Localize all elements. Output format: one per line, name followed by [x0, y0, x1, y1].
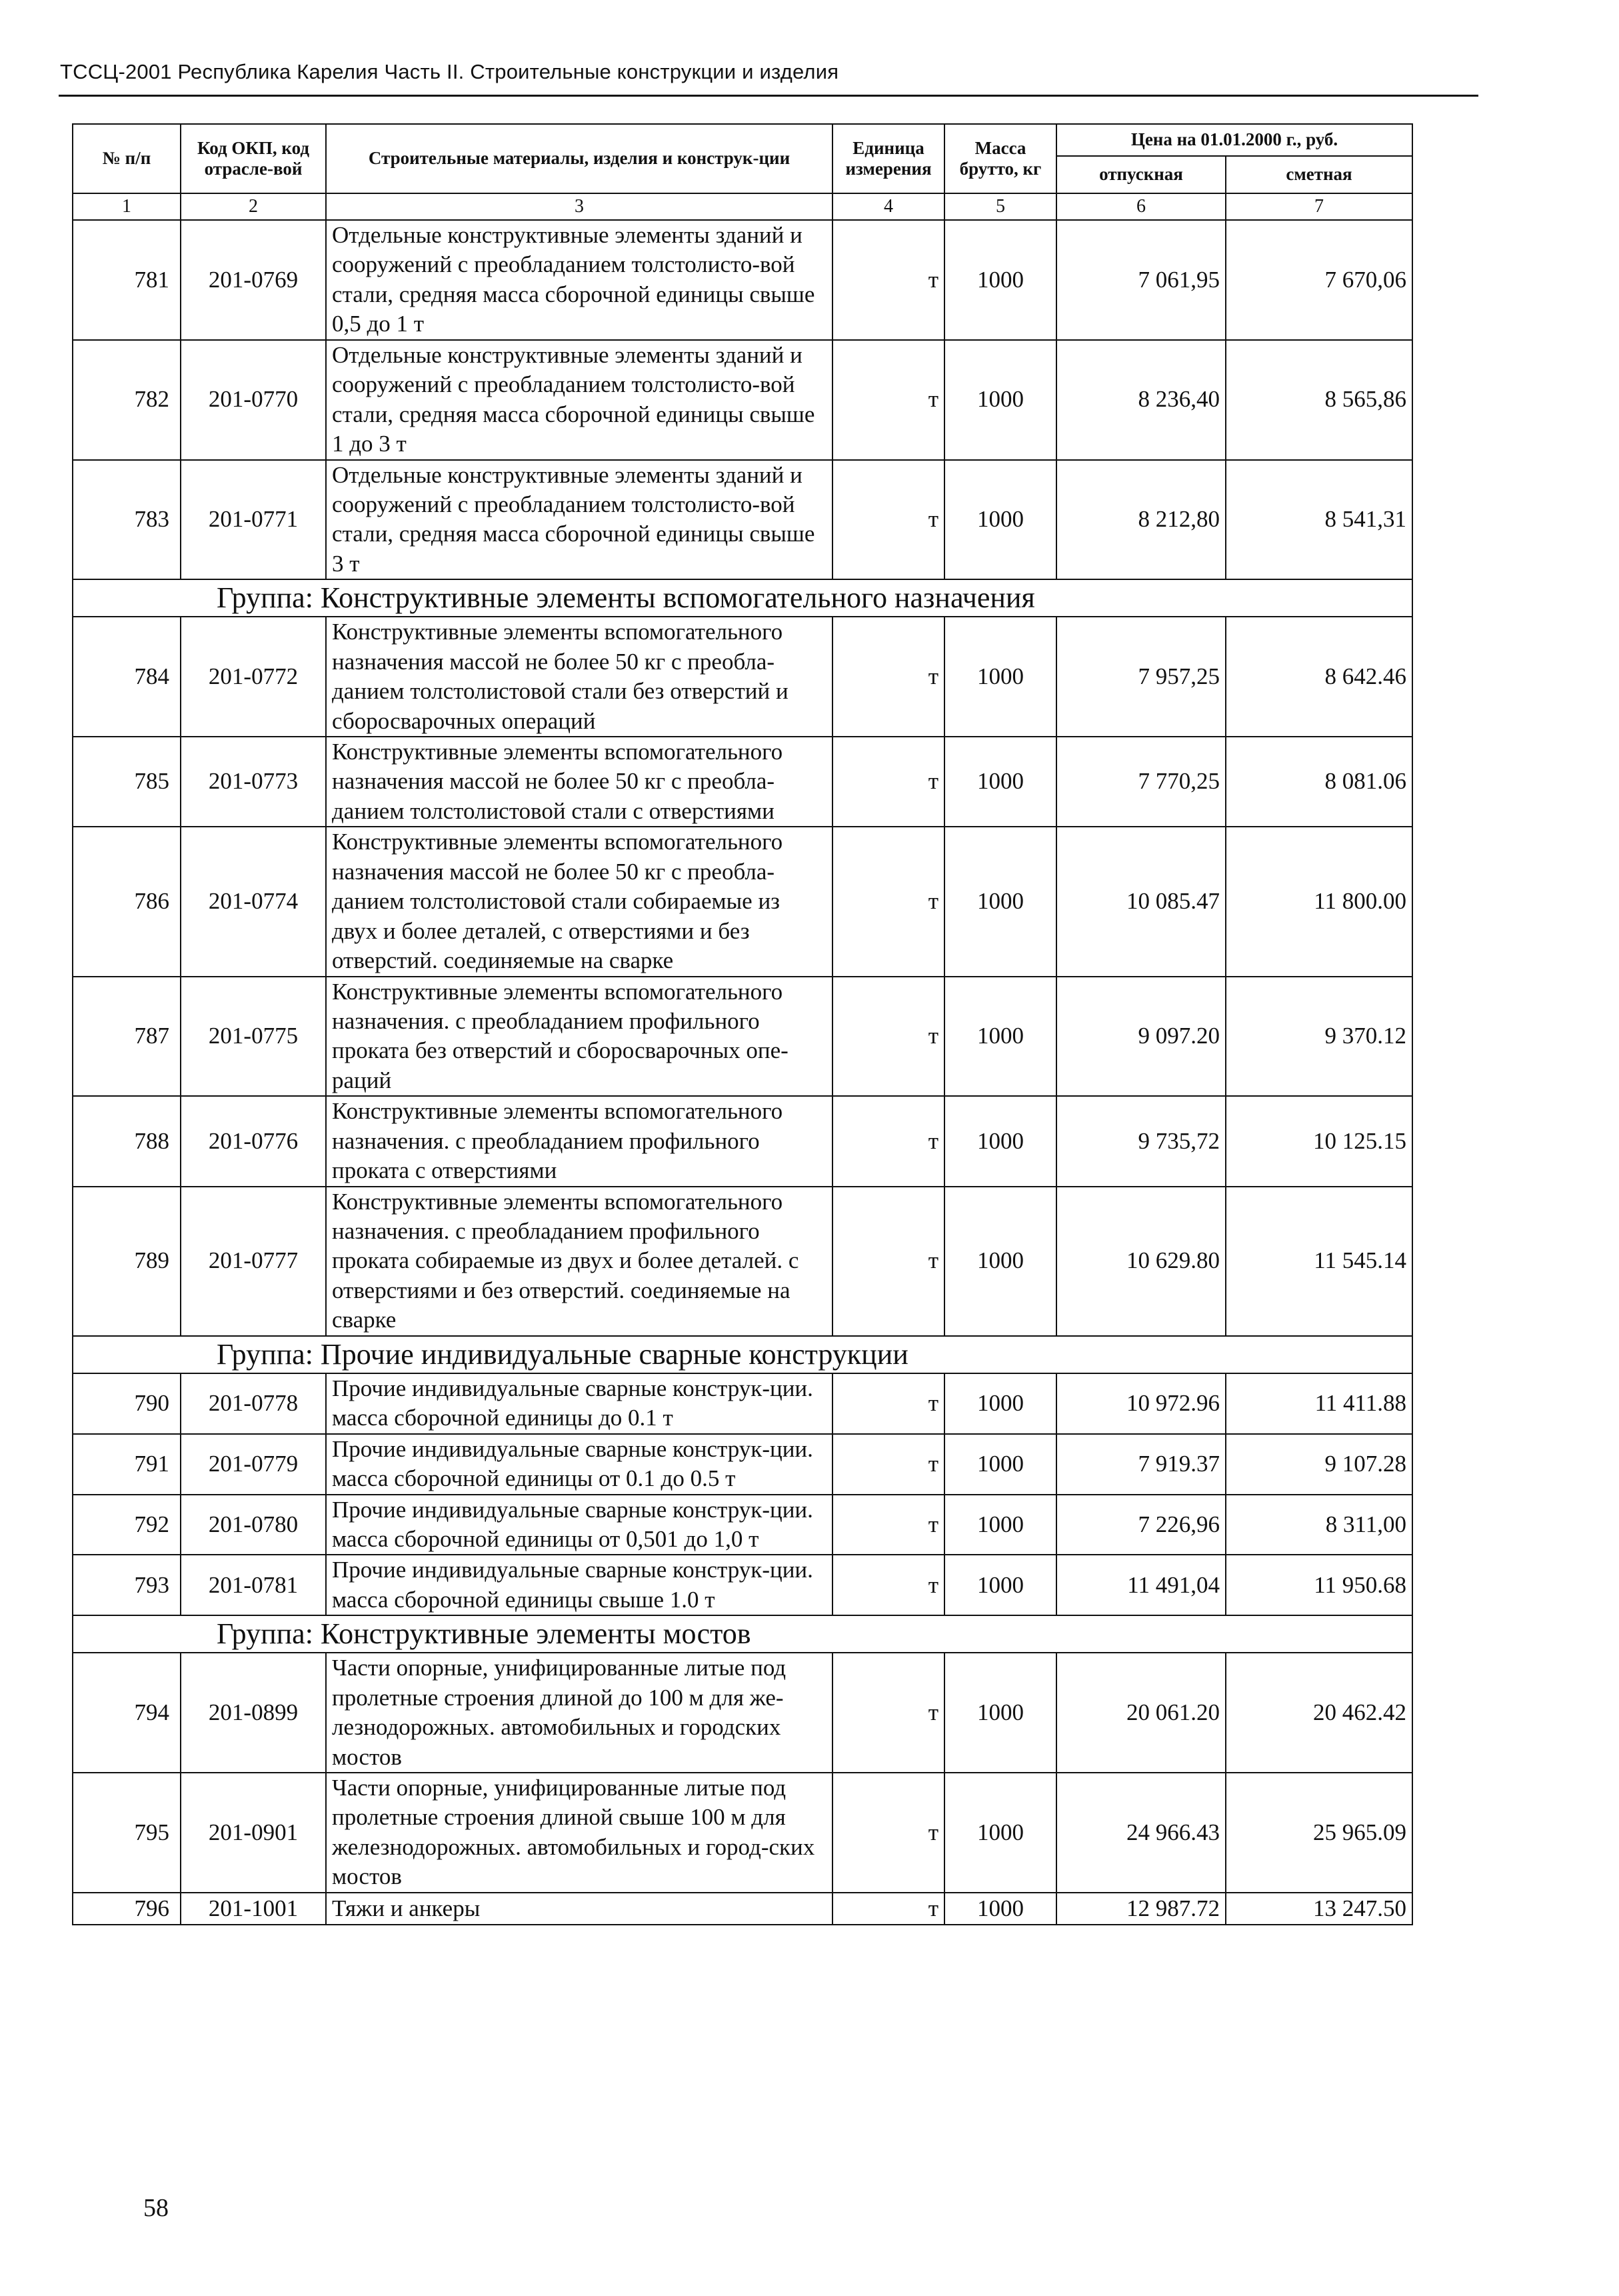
col-number: 7 — [1226, 193, 1412, 220]
row-code: 201-0778 — [181, 1373, 326, 1434]
row-number: 792 — [73, 1495, 181, 1555]
row-code: 201-0781 — [181, 1555, 326, 1615]
row-code: 201-0776 — [181, 1096, 326, 1186]
price-table — [72, 123, 1413, 1925]
row-mass: 1000 — [944, 220, 1056, 340]
table-row — [73, 1495, 1412, 1555]
row-mass: 1000 — [944, 1373, 1056, 1434]
row-code: 201-0773 — [181, 737, 326, 827]
row-price-release: 7 919.37 — [1056, 1434, 1226, 1495]
row-price-estimate: 9 370.12 — [1226, 977, 1412, 1097]
table-body — [73, 220, 1412, 1925]
row-number: 782 — [73, 340, 181, 460]
row-price-release: 10 085.47 — [1056, 827, 1226, 976]
row-unit: т — [832, 1893, 944, 1925]
group-row — [73, 1336, 1412, 1373]
col-number: 2 — [181, 193, 326, 220]
row-code: 201-1001 — [181, 1893, 326, 1925]
col-header-code: Код ОКП, код отрасле-вой — [181, 124, 326, 193]
row-price-release: 20 061.20 — [1056, 1653, 1226, 1773]
row-mass: 1000 — [944, 1096, 1056, 1186]
row-mass: 1000 — [944, 827, 1056, 976]
column-number-row — [73, 193, 1412, 220]
group-row — [73, 1615, 1412, 1653]
row-price-estimate: 25 965.09 — [1226, 1773, 1412, 1893]
table-row — [73, 1893, 1412, 1925]
row-price-estimate: 8 311,00 — [1226, 1495, 1412, 1555]
row-number: 781 — [73, 220, 181, 340]
row-number: 787 — [73, 977, 181, 1097]
group-title: Группа: Конструктивные элементы вспомогательного назначения — [73, 579, 1412, 617]
row-number: 795 — [73, 1773, 181, 1893]
row-name: Прочие индивидуальные сварные конструк-ции. масса сборочной единицы от 0.1 до 0.5 т — [326, 1434, 832, 1495]
row-price-release: 8 212,80 — [1056, 460, 1226, 580]
row-name: Отдельные конструктивные элементы зданий и сооружений с преобладанием толстолисто-вой стали, средняя масса сборочной единицы свыше 1 до 3 т — [326, 340, 832, 460]
row-name: Прочие индивидуальные сварные конструк-ции. масса сборочной единицы свыше 1.0 т — [326, 1555, 832, 1615]
row-unit: т — [832, 1096, 944, 1186]
table-row — [73, 737, 1412, 827]
row-price-estimate: 8 565,86 — [1226, 340, 1412, 460]
row-code: 201-0774 — [181, 827, 326, 976]
row-unit: т — [832, 1495, 944, 1555]
table-row — [73, 1773, 1412, 1893]
row-price-release: 8 236,40 — [1056, 340, 1226, 460]
row-number: 796 — [73, 1893, 181, 1925]
row-unit: т — [832, 977, 944, 1097]
row-price-release: 24 966.43 — [1056, 1773, 1226, 1893]
row-name: Тяжи и анкеры — [326, 1893, 832, 1925]
row-code: 201-0777 — [181, 1187, 326, 1336]
row-name: Конструктивные элементы вспомогательного назначения. с преобладанием профильного проката собираемые из двух и более деталей. с отверстиями и без отверстий. соединяемые на сварке — [326, 1187, 832, 1336]
col-header-num: № п/п — [73, 124, 181, 193]
row-unit: т — [832, 1434, 944, 1495]
row-mass: 1000 — [944, 1555, 1056, 1615]
col-header-price-group: Цена на 01.01.2000 г., руб. — [1056, 124, 1412, 156]
row-number: 793 — [73, 1555, 181, 1615]
row-name: Прочие индивидуальные сварные конструк-ции. масса сборочной единицы до 0.1 т — [326, 1373, 832, 1434]
row-mass: 1000 — [944, 1495, 1056, 1555]
row-price-estimate: 7 670,06 — [1226, 220, 1412, 340]
row-name: Конструктивные элементы вспомогательного назначения массой не более 50 кг с преобла-данием толстолистовой стали с отверстиями — [326, 737, 832, 827]
row-unit: т — [832, 340, 944, 460]
row-number: 789 — [73, 1187, 181, 1336]
row-code: 201-0775 — [181, 977, 326, 1097]
row-name: Отдельные конструктивные элементы зданий и сооружений с преобладанием толстолисто-вой стали, средняя масса сборочной единицы свыше 3 т — [326, 460, 832, 580]
row-unit: т — [832, 737, 944, 827]
table-row — [73, 220, 1412, 340]
table-row — [73, 1373, 1412, 1434]
col-number: 1 — [73, 193, 181, 220]
row-unit: т — [832, 1187, 944, 1336]
row-unit: т — [832, 1555, 944, 1615]
row-name: Части опорные, унифицированные литые под пролетные строения длиной свыше 100 м для железнодорожных. автомобильных и город-ских мостов — [326, 1773, 832, 1893]
page-number: 58 — [143, 2194, 169, 2222]
row-price-release: 7 770,25 — [1056, 737, 1226, 827]
row-name: Отдельные конструктивные элементы зданий и сооружений с преобладанием толстолисто-вой стали, средняя масса сборочной единицы свыше 0,5 до 1 т — [326, 220, 832, 340]
row-price-estimate: 9 107.28 — [1226, 1434, 1412, 1495]
row-price-release: 12 987.72 — [1056, 1893, 1226, 1925]
row-number: 785 — [73, 737, 181, 827]
row-unit: т — [832, 617, 944, 737]
row-unit: т — [832, 220, 944, 340]
row-number: 791 — [73, 1434, 181, 1495]
table-row — [73, 1434, 1412, 1495]
row-code: 201-0771 — [181, 460, 326, 580]
row-name: Конструктивные элементы вспомогательного назначения массой не более 50 кг с преобла-данием толстолистовой стали собираемые из двух и более деталей, с отверстиями и без отверстий. соединяемые на сварке — [326, 827, 832, 976]
row-price-estimate: 11 545.14 — [1226, 1187, 1412, 1336]
col-header-price-release: отпускная — [1056, 156, 1226, 193]
row-price-estimate: 13 247.50 — [1226, 1893, 1412, 1925]
group-title: Группа: Прочие индивидуальные сварные конструкции — [73, 1336, 1412, 1373]
group-row — [73, 579, 1412, 617]
row-price-release: 10 972.96 — [1056, 1373, 1226, 1434]
row-unit: т — [832, 827, 944, 976]
col-number: 3 — [326, 193, 832, 220]
table-row — [73, 977, 1412, 1097]
table-row — [73, 1187, 1412, 1336]
row-code: 201-0901 — [181, 1773, 326, 1893]
row-code: 201-0780 — [181, 1495, 326, 1555]
row-price-estimate: 8 081.06 — [1226, 737, 1412, 827]
row-price-release: 9 735,72 — [1056, 1096, 1226, 1186]
row-mass: 1000 — [944, 1893, 1056, 1925]
row-price-estimate: 11 411.88 — [1226, 1373, 1412, 1434]
row-name: Конструктивные элементы вспомогательного назначения. с преобладанием профильного проката без отверстий и сборосварочных опе-раций — [326, 977, 832, 1097]
row-unit: т — [832, 1653, 944, 1773]
row-code: 201-0899 — [181, 1653, 326, 1773]
row-code: 201-0770 — [181, 340, 326, 460]
row-name: Прочие индивидуальные сварные конструк-ции. масса сборочной единицы от 0,501 до 1,0 т — [326, 1495, 832, 1555]
col-number: 5 — [944, 193, 1056, 220]
col-header-name: Строительные материалы, изделия и конструк-ции — [326, 124, 832, 193]
row-price-release: 11 491,04 — [1056, 1555, 1226, 1615]
row-price-estimate: 11 800.00 — [1226, 827, 1412, 976]
row-price-release: 9 097.20 — [1056, 977, 1226, 1097]
row-mass: 1000 — [944, 1187, 1056, 1336]
row-mass: 1000 — [944, 1653, 1056, 1773]
row-number: 786 — [73, 827, 181, 976]
row-price-release: 7 061,95 — [1056, 220, 1226, 340]
row-price-estimate: 11 950.68 — [1226, 1555, 1412, 1615]
row-code: 201-0772 — [181, 617, 326, 737]
row-price-estimate: 10 125.15 — [1226, 1096, 1412, 1186]
table-row — [73, 617, 1412, 737]
row-mass: 1000 — [944, 1773, 1056, 1893]
row-name: Конструктивные элементы вспомогательного назначения массой не более 50 кг с преобла-данием толстолистовой стали без отверстий и сборосварочных операций — [326, 617, 832, 737]
col-header-unit: Единица измерения — [832, 124, 944, 193]
row-code: 201-0769 — [181, 220, 326, 340]
col-header-mass: Масса брутто, кг — [944, 124, 1056, 193]
header-rule — [59, 95, 1478, 97]
row-price-release: 7 226,96 — [1056, 1495, 1226, 1555]
col-number: 4 — [832, 193, 944, 220]
row-price-estimate: 8 642.46 — [1226, 617, 1412, 737]
row-mass: 1000 — [944, 340, 1056, 460]
row-mass: 1000 — [944, 737, 1056, 827]
row-mass: 1000 — [944, 1434, 1056, 1495]
row-unit: т — [832, 1373, 944, 1434]
table-row — [73, 1653, 1412, 1773]
row-name: Конструктивные элементы вспомогательного назначения. с преобладанием профильного проката с отверстиями — [326, 1096, 832, 1186]
row-mass: 1000 — [944, 460, 1056, 580]
row-mass: 1000 — [944, 617, 1056, 737]
row-number: 783 — [73, 460, 181, 580]
col-number: 6 — [1056, 193, 1226, 220]
table-row — [73, 340, 1412, 460]
page-header: ТССЦ-2001 Республика Карелия Часть II. Строительные конструкции и изделия — [60, 60, 839, 83]
table-row — [73, 1555, 1412, 1615]
col-header-price-estimate: сметная — [1226, 156, 1412, 193]
row-number: 794 — [73, 1653, 181, 1773]
row-unit: т — [832, 1773, 944, 1893]
row-number: 788 — [73, 1096, 181, 1186]
row-price-estimate: 8 541,31 — [1226, 460, 1412, 580]
row-name: Части опорные, унифицированные литые под пролетные строения длиной до 100 м для же-лезнодорожных. автомобильных и городских мостов — [326, 1653, 832, 1773]
row-mass: 1000 — [944, 977, 1056, 1097]
row-number: 784 — [73, 617, 181, 737]
row-number: 790 — [73, 1373, 181, 1434]
row-unit: т — [832, 460, 944, 580]
row-price-release: 7 957,25 — [1056, 617, 1226, 737]
row-code: 201-0779 — [181, 1434, 326, 1495]
row-price-estimate: 20 462.42 — [1226, 1653, 1412, 1773]
group-title: Группа: Конструктивные элементы мостов — [73, 1615, 1412, 1653]
table-row — [73, 460, 1412, 580]
row-price-release: 10 629.80 — [1056, 1187, 1226, 1336]
table-row — [73, 1096, 1412, 1186]
table-row — [73, 827, 1412, 976]
